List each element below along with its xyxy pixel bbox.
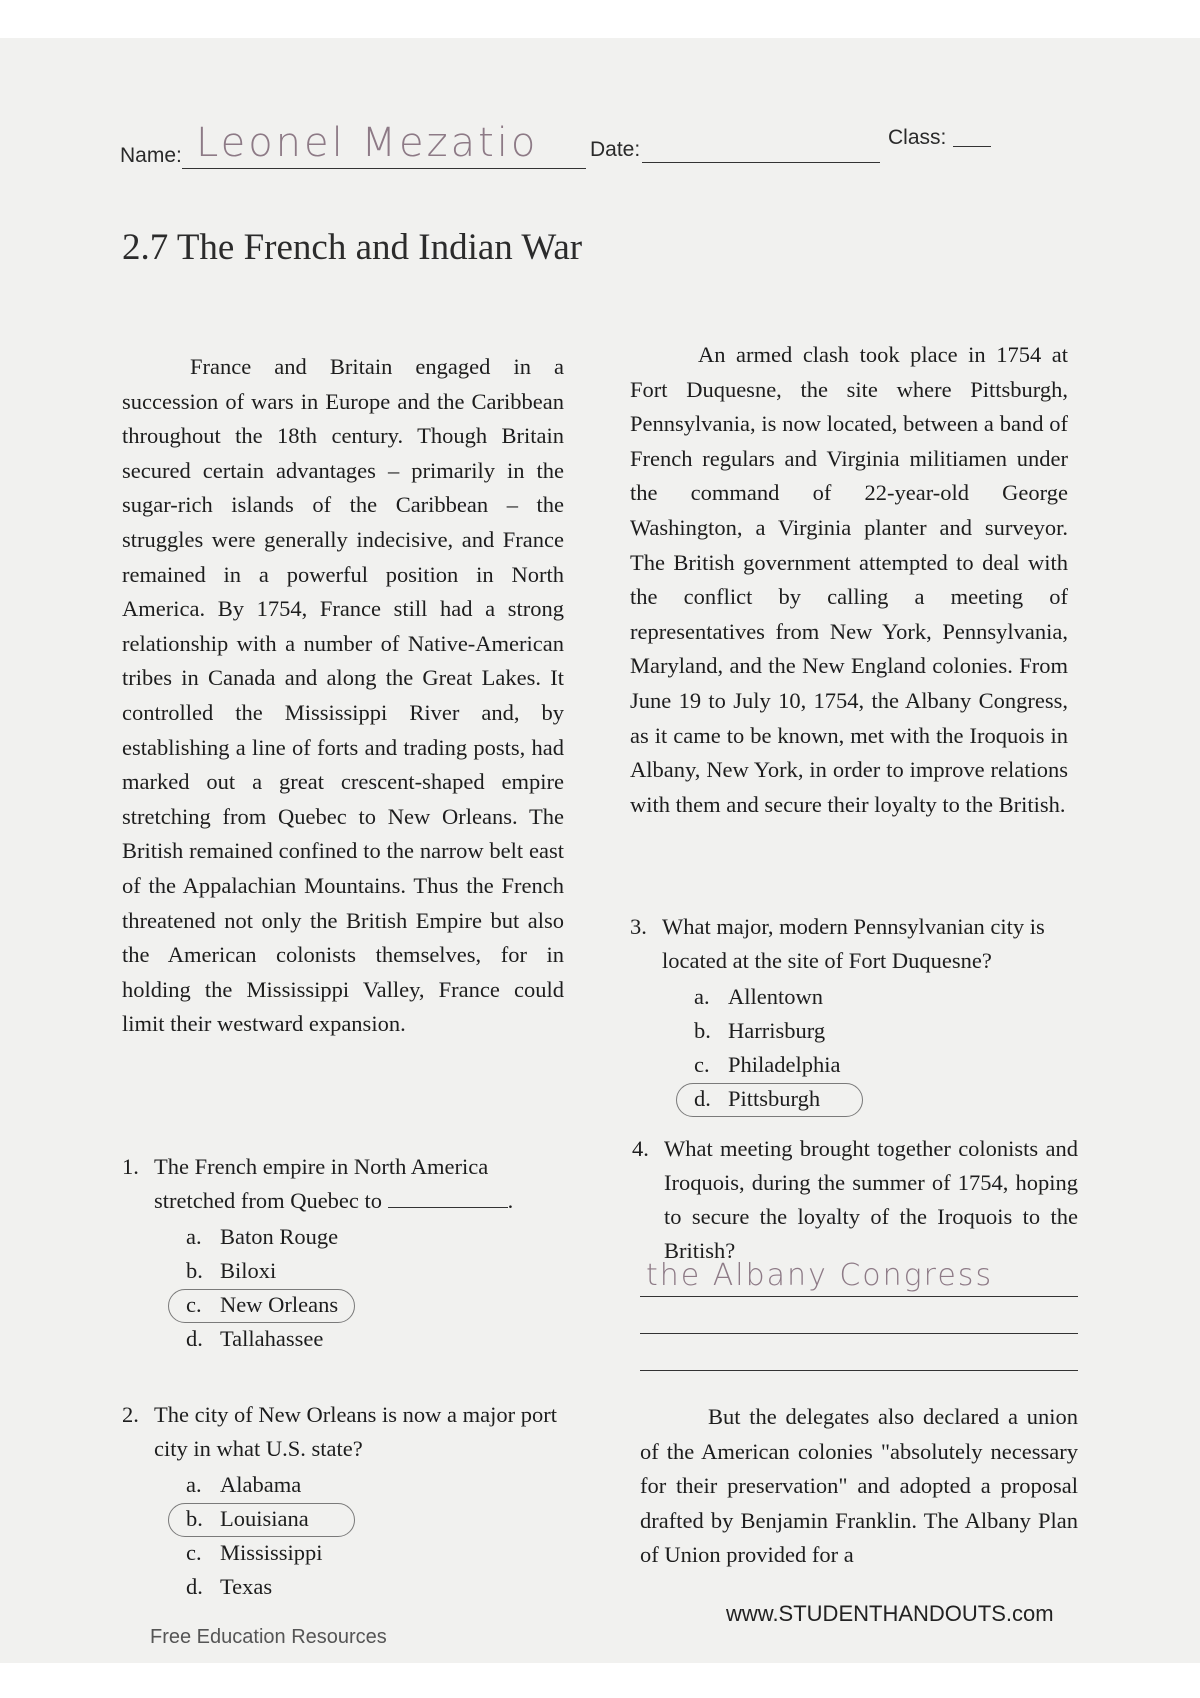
- option-b-selected[interactable]: b. Louisiana: [186, 1502, 572, 1536]
- class-label: Class:: [888, 126, 947, 149]
- question-text: What major, modern Pennsylvanian city is located at the site of Fort Duquesne?: [662, 914, 1045, 973]
- question-text: The French empire in North America stretched from Quebec to: [154, 1154, 489, 1213]
- answer-line-1[interactable]: [640, 1296, 1078, 1297]
- question-text: The city of New Orleans is now a major port city in what U.S. state?: [154, 1402, 558, 1461]
- footer-left-text: Free Education Resources: [150, 1626, 387, 1648]
- option-b[interactable]: b. Biloxi: [186, 1258, 277, 1283]
- option-b[interactable]: b. Harrisburg: [694, 1018, 826, 1043]
- right-column-continued: [640, 1400, 1078, 1573]
- option-a[interactable]: a. Allentown: [694, 984, 823, 1009]
- right-column: [630, 338, 1068, 822]
- class-line: [953, 146, 991, 147]
- option-d[interactable]: d. Tallahassee: [186, 1326, 324, 1351]
- header-row: [120, 86, 1070, 167]
- option-a[interactable]: a. Baton Rouge: [186, 1224, 339, 1249]
- name-handwritten: Leonel Mezatio: [196, 120, 539, 166]
- answer-line-3[interactable]: [640, 1370, 1078, 1371]
- question-number: 3.: [630, 914, 647, 939]
- answer-line-2[interactable]: [640, 1333, 1078, 1334]
- options-list: [186, 1468, 572, 1604]
- question-4: [632, 1132, 1078, 1268]
- intro-paragraph: France and Britain engaged in a succession of wars in Europe and the Caribbean throughout the 18th century. Though Britain secured certain advantages – primarily in the sugar-rich islands of the Caribbean – the struggles were generally indecisive, and France remained in a powerful position in North America. By 1754, France still had a strong relationship with a number of Native-American tribes in Canada and along the Great Lakes. It controlled the Mississippi River and, by establishing a line of forts and trading posts, had marked out a great crescent-shaped empire stretching from Quebec to New Orleans. The British remained confined to the narrow belt east of the Appalachian Mountains. Thus the French threatened not only the British Empire but also the American colonists themselves, for in holding the Mississippi Valley, France could limit their westward expansion.: [122, 354, 564, 1037]
- question-number: 2.: [122, 1402, 139, 1427]
- question-number: 1.: [122, 1154, 139, 1179]
- question-3: [630, 910, 1070, 1116]
- options-list: [694, 980, 1070, 1116]
- option-c[interactable]: c. Mississippi: [186, 1540, 323, 1565]
- option-c-selected[interactable]: c. New Orleans: [186, 1288, 572, 1322]
- name-line: [182, 168, 586, 169]
- question-2: [122, 1398, 572, 1604]
- question-number: 4.: [632, 1136, 649, 1161]
- option-a[interactable]: a. Alabama: [186, 1472, 302, 1497]
- options-list: [186, 1220, 572, 1356]
- date-line: [642, 162, 880, 163]
- handwritten-answer: the Albany Congress: [646, 1258, 994, 1293]
- union-paragraph: But the delegates also declared a union of the American colonies "absolutely necessary for their preservation" and adopted a proposal drafted by Benjamin Franklin. The Albany Plan of Union provided for a: [640, 1404, 1078, 1568]
- worksheet-page: [0, 38, 1200, 1663]
- option-d[interactable]: d. Texas: [186, 1574, 273, 1599]
- name-label: Name:: [120, 144, 182, 167]
- clash-paragraph: An armed clash took place in 1754 at Fort Duquesne, the site where Pittsburgh, Pennsylvania, is now located, between a band of French regulars and Virginia militiamen under the command of 22-year-old George Washington, a Virginia planter and surveyor. The British government attempted to deal with the conflict by calling a meeting of representatives from New York, Pennsylvania, Maryland, and the New England colonies. From June 19 to July 10, 1754, the Albany Congress, as it came to be known, met with the Iroquois in Albany, New York, in order to improve relations with them and secure their loyalty to the British.: [630, 342, 1068, 817]
- page-title: 2.7 The French and Indian War: [122, 227, 583, 268]
- question-text: What meeting brought together colonists and Iroquois, during the summer of 1754, hoping to secure the loyalty of the Iroquois to the British?: [664, 1136, 1078, 1263]
- option-c[interactable]: c. Philadelphia: [694, 1052, 841, 1077]
- answer-blank[interactable]: [388, 1187, 508, 1208]
- left-column: [122, 350, 564, 1042]
- footer-website: www.STUDENTHANDOUTS.com: [726, 1601, 1054, 1626]
- option-d-selected[interactable]: d. Pittsburgh: [694, 1082, 1070, 1116]
- question-1: 1. The French empire in North America stretched from Quebec to . a. Baton Rouge b. Biloxi c. New Orleans d. Tallahassee: [122, 1150, 572, 1356]
- date-label: Date:: [590, 138, 641, 161]
